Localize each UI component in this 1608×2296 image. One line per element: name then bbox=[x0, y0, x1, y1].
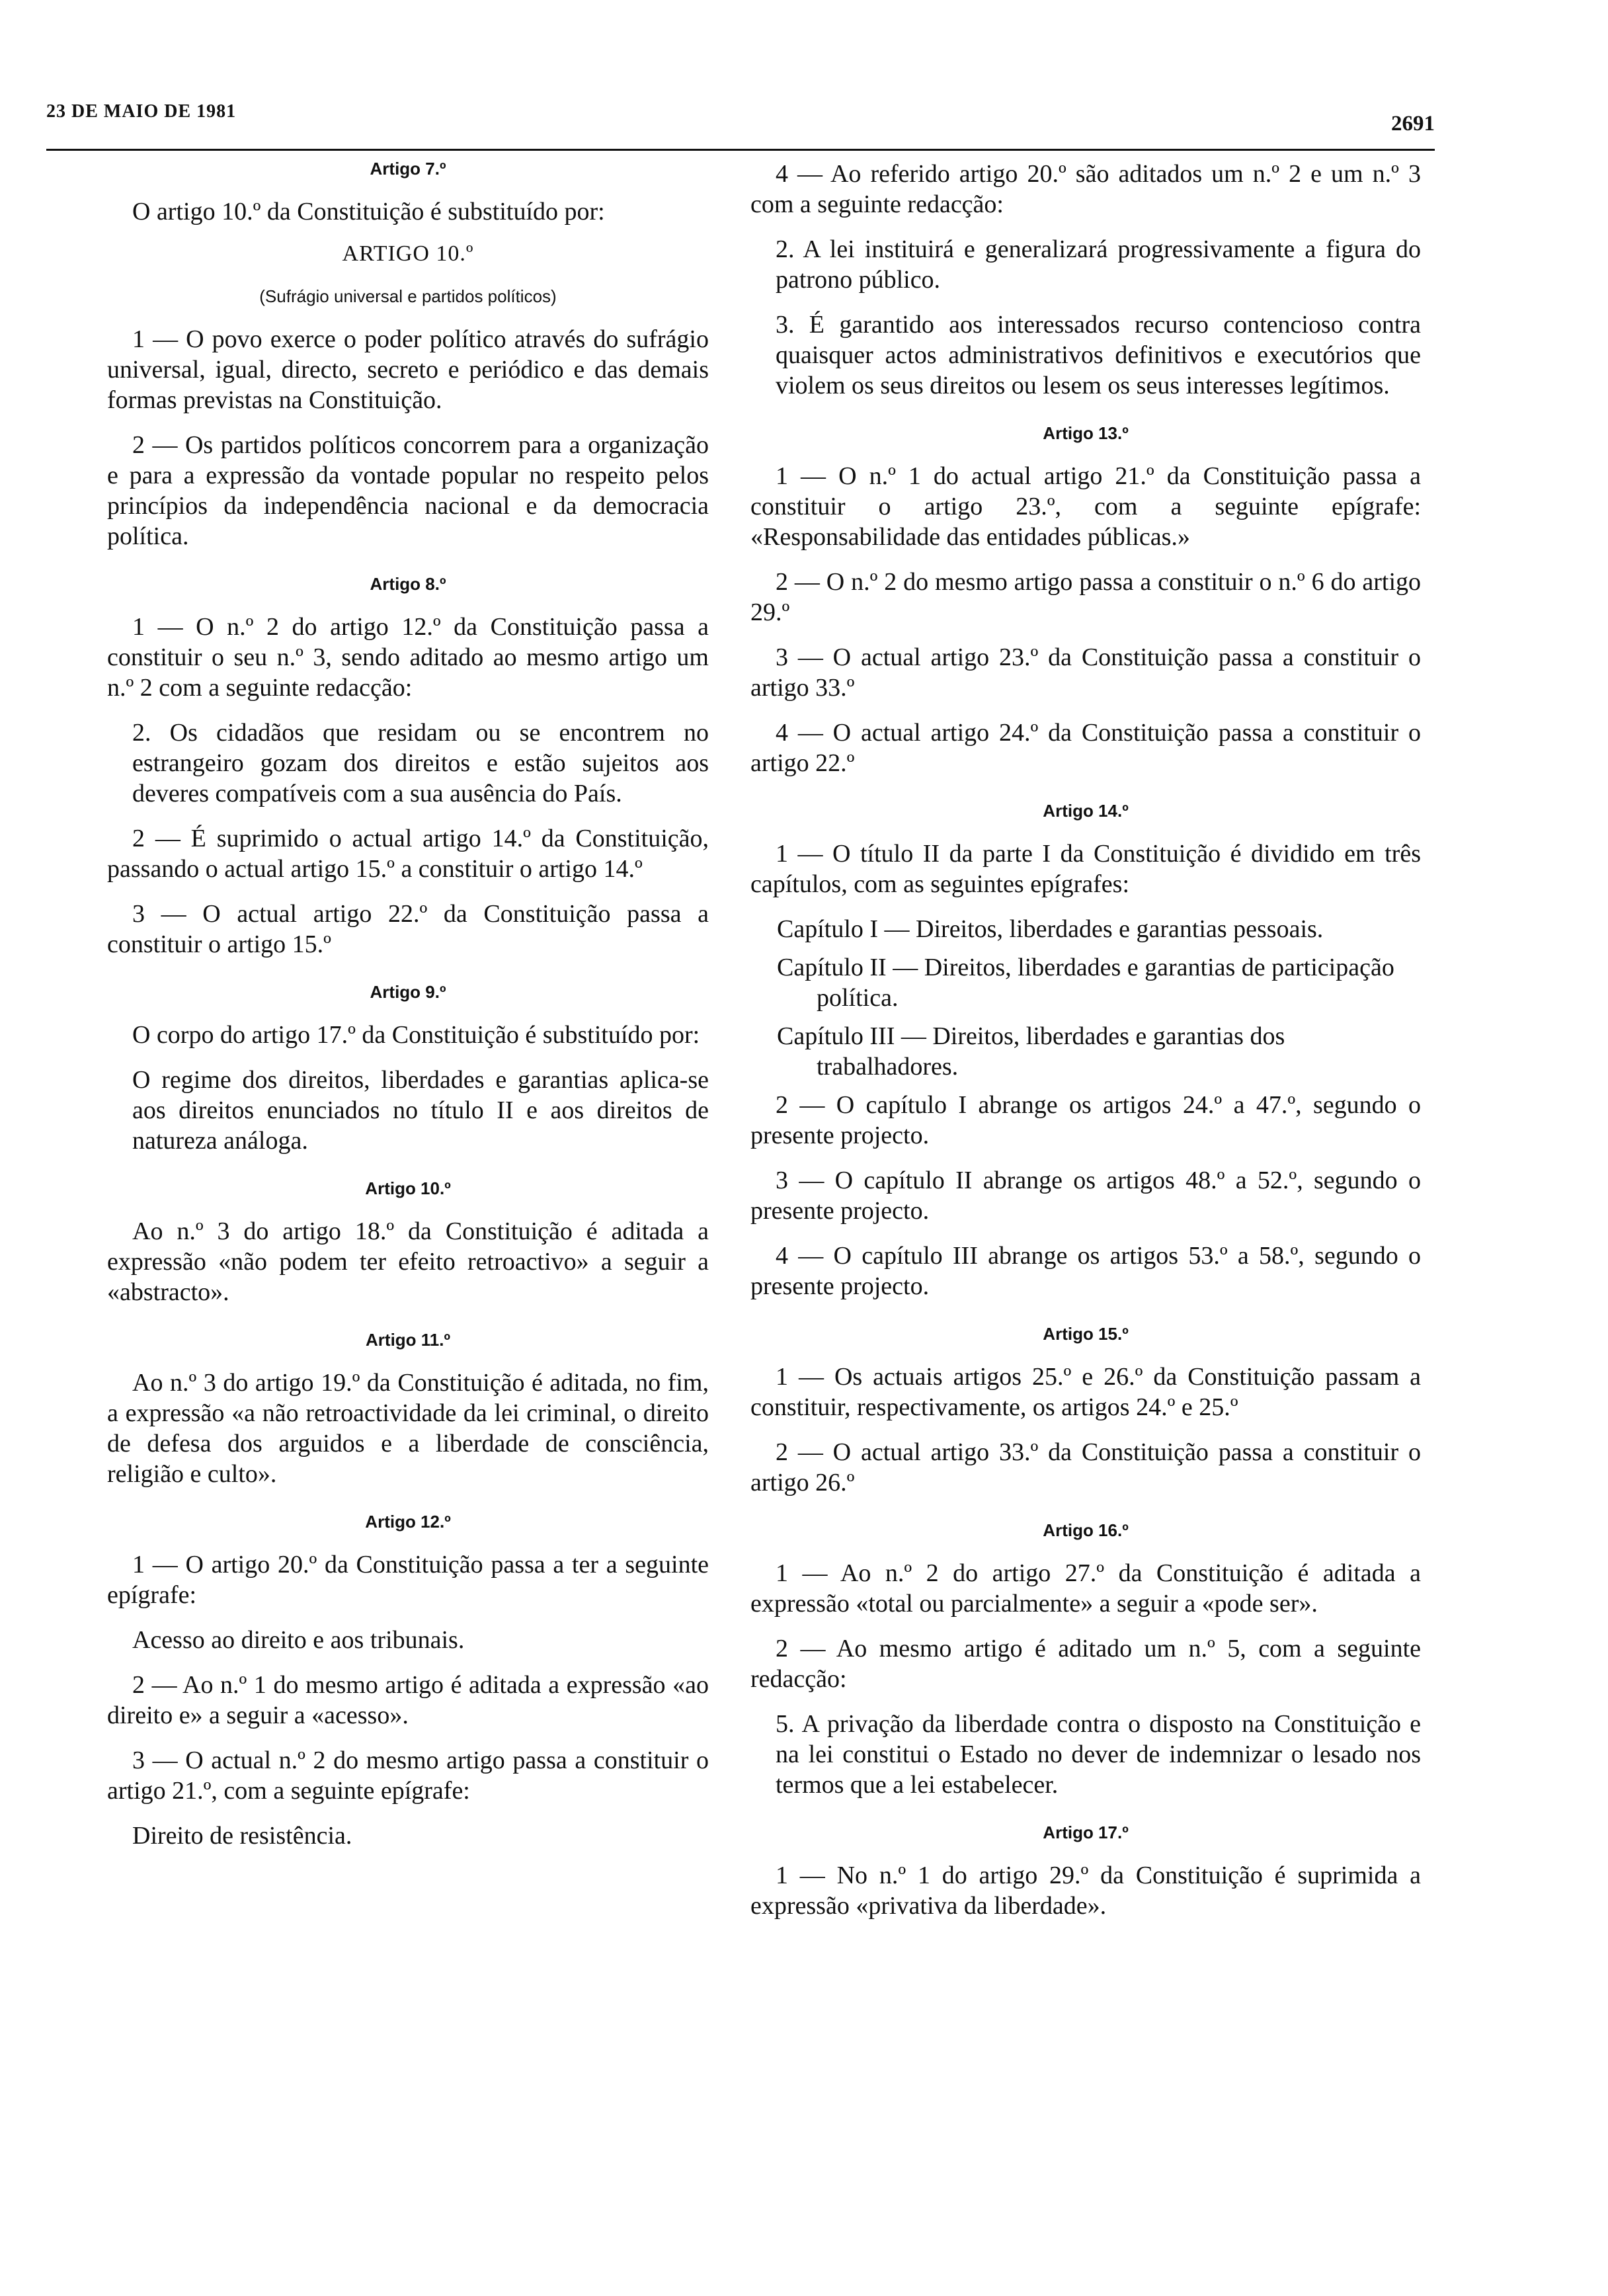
paragraph: 1 — Ao n.º 2 do artigo 27.º da Constituição é aditada a expressão «total ou parcialmente» a seguir a «pode ser». bbox=[750, 1559, 1421, 1618]
chapter-title: Capítulo II — Direitos, liberdades e garantias de participação política. bbox=[777, 954, 1394, 1012]
paragraph: 4 — O actual artigo 24.º da Constituição passa a constituir o artigo 22.º bbox=[750, 719, 1421, 777]
paragraph: 2 — É suprimido o actual artigo 14.º da Constituição, passando o actual artigo 15.º a constituir o artigo 14.º bbox=[107, 825, 709, 883]
article-heading: Artigo 17.º bbox=[1043, 1823, 1129, 1842]
paragraph: 1 — O n.º 1 do actual artigo 21.º da Constituição passa a constituir o artigo 23.º, com a seguinte epígrafe: «Responsabilidade das entidades públicas.» bbox=[750, 462, 1421, 551]
page-number: 2691 bbox=[1391, 112, 1435, 136]
paragraph: O corpo do artigo 17.º da Constituição é substituído por: bbox=[132, 1021, 700, 1049]
paragraph: 1 — O n.º 2 do artigo 12.º da Constituição passa a constituir o seu n.º 3, sendo aditado ao mesmo artigo um n.º 2 com a seguinte redacção: bbox=[107, 613, 709, 702]
article-heading: Artigo 8.º bbox=[370, 574, 446, 594]
article-heading: Artigo 10.º bbox=[365, 1178, 451, 1198]
epigraph: Direito de resistência. bbox=[132, 1822, 352, 1850]
paragraph: 2 — Ao mesmo artigo é aditado um n.º 5, com a seguinte redacção: bbox=[750, 1635, 1421, 1693]
article-heading: Artigo 12.º bbox=[365, 1512, 451, 1532]
paragraph: 1 — No n.º 1 do artigo 29.º da Constituição é suprimida a expressão «privativa da liberdade». bbox=[750, 1862, 1421, 1920]
article-heading: Artigo 15.º bbox=[1043, 1324, 1129, 1344]
epigraph: Acesso ao direito e aos tribunais. bbox=[132, 1626, 465, 1654]
paragraph: 3 — O actual n.º 2 do mesmo artigo passa a constituir o artigo 21.º, com a seguinte epígrafe: bbox=[107, 1746, 709, 1805]
article-heading: Artigo 7.º bbox=[370, 159, 446, 179]
page-header bbox=[46, 96, 1435, 151]
paragraph: 1 — O artigo 20.º da Constituição passa a ter a seguinte epígrafe: bbox=[107, 1551, 709, 1609]
paragraph: O artigo 10.º da Constituição é substituído por: bbox=[132, 198, 605, 226]
paragraph: 4 — Ao referido artigo 20.º são aditados um n.º 2 e um n.º 3 com a seguinte redacção: bbox=[750, 160, 1421, 218]
article-heading: Artigo 13.º bbox=[1043, 423, 1129, 443]
article-title: ARTIGO 10.º bbox=[342, 241, 474, 266]
paragraph: 3 — O actual artigo 22.º da Constituição passa a constituir o artigo 15.º bbox=[107, 900, 709, 958]
article-heading: Artigo 14.º bbox=[1043, 801, 1129, 821]
article-heading: Artigo 11.º bbox=[366, 1330, 450, 1350]
quoted-text: 2. Os cidadãos que residam ou se encontrem no estrangeiro gozam dos direitos e estão sujeitos aos deveres compatíveis com a sua ausência do País. bbox=[132, 719, 709, 807]
paragraph: 3 — O actual artigo 23.º da Constituição passa a constituir o artigo 33.º bbox=[750, 643, 1421, 702]
paragraph: Ao n.º 3 do artigo 19.º da Constituição é aditada, no fim, a expressão «a não retroactividade da lei criminal, o direito de defesa dos arguidos e a liberdade de consciência, religião e culto». bbox=[107, 1369, 709, 1488]
paragraph: 1 — O povo exerce o poder político através do sufrágio universal, igual, directo, secreto e periódico e das demais formas previstas na Constituição. bbox=[107, 325, 709, 414]
paragraph: 2 — Ao n.º 1 do mesmo artigo é aditada a expressão «ao direito e» a seguir a «acesso». bbox=[107, 1671, 709, 1729]
paragraph: 4 — O capítulo III abrange os artigos 53.º a 58.º, segundo o presente projecto. bbox=[750, 1242, 1421, 1300]
article-heading: Artigo 16.º bbox=[1043, 1520, 1129, 1540]
chapter-title: Capítulo I — Direitos, liberdades e garantias pessoais. bbox=[777, 915, 1324, 943]
quoted-text: O regime dos direitos, liberdades e garantias aplica-se aos direitos enunciados no título II e aos direitos de natureza análoga. bbox=[132, 1066, 709, 1155]
article-heading: Artigo 9.º bbox=[370, 982, 446, 1002]
paragraph: 1 — O título II da parte I da Constituição é dividido em três capítulos, com as seguintes epígrafes: bbox=[750, 840, 1421, 898]
paragraph: 2 — Os partidos políticos concorrem para a organização e para a expressão da vontade popular no respeito pelos princípios da independência nacional e da democracia política. bbox=[107, 431, 709, 550]
quoted-text: 5. A privação da liberdade contra o disposto na Constituição e na lei constitui o Estado no dever de indemnizar o lesado nos termos que a lei estabelecer. bbox=[776, 1710, 1421, 1799]
left-column bbox=[107, 159, 709, 1866]
paragraph: 1 — Os actuais artigos 25.º e 26.º da Constituição passam a constituir, respectivamente, os artigos 24.º e 25.º bbox=[750, 1363, 1421, 1421]
paragraph: 2 — O n.º 2 do mesmo artigo passa a constituir o n.º 6 do artigo 29.º bbox=[750, 568, 1421, 626]
right-column bbox=[750, 159, 1421, 1936]
quoted-text: 2. A lei instituirá e generalizará progressivamente a figura do patrono público. bbox=[776, 235, 1421, 294]
paragraph: 3 — O capítulo II abrange os artigos 48.º a 52.º, segundo o presente projecto. bbox=[750, 1167, 1421, 1225]
paragraph: 2 — O capítulo I abrange os artigos 24.º a 47.º, segundo o presente projecto. bbox=[750, 1091, 1421, 1149]
article-subtitle: (Sufrágio universal e partidos políticos) bbox=[259, 286, 557, 306]
paragraph: 2 — O actual artigo 33.º da Constituição passa a constituir o artigo 26.º bbox=[750, 1438, 1421, 1496]
header-date: 23 DE MAIO DE 1981 bbox=[46, 101, 237, 122]
quoted-text: 3. É garantido aos interessados recurso contencioso contra quaisquer actos administrativos definitivos e executórios que violem os seus direitos ou lesem os seus interesses legítimos. bbox=[776, 311, 1421, 399]
chapter-title: Capítulo III — Direitos, liberdades e garantias dos trabalhadores. bbox=[777, 1022, 1285, 1081]
paragraph: Ao n.º 3 do artigo 18.º da Constituição é aditada a expressão «não podem ter efeito retroactivo» a seguir a «abstracto». bbox=[107, 1217, 709, 1306]
